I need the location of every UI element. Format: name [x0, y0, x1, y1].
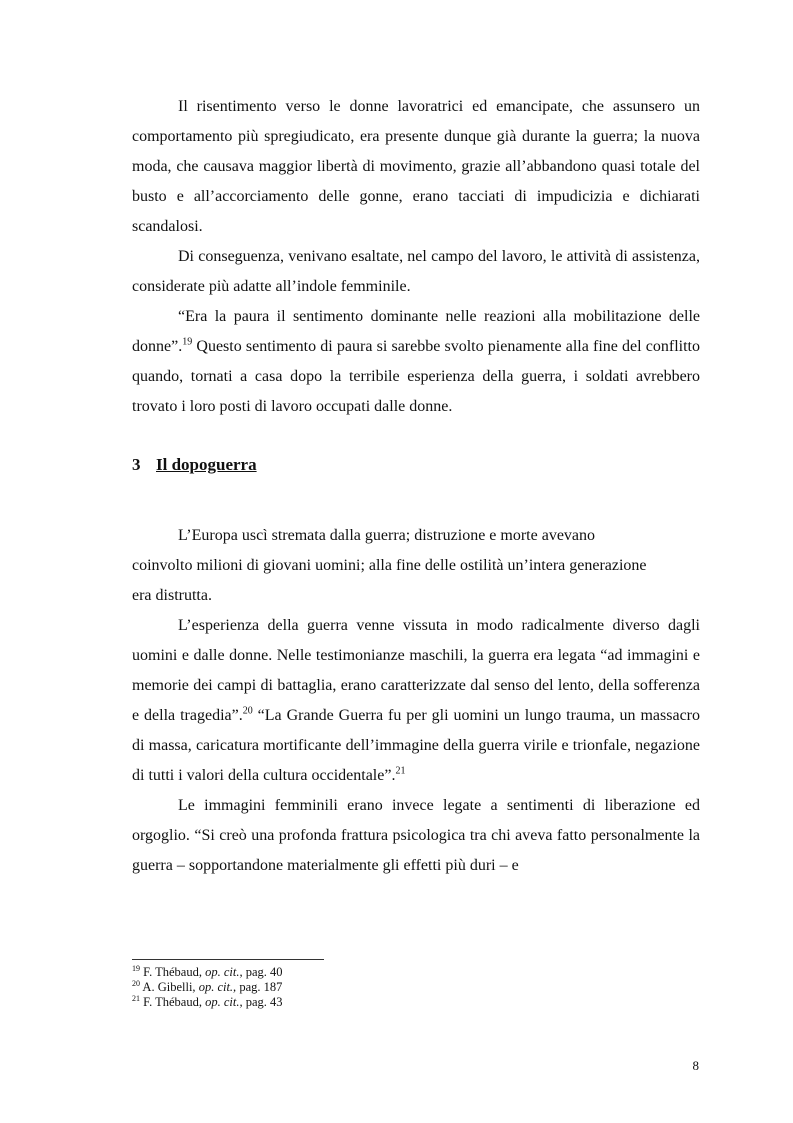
paragraph-text: Di conseguenza, venivano esaltate, nel campo del lavoro, le attività di assistenza, considerate più adatte all’indole femminile.: [132, 248, 700, 295]
footnote: [132, 980, 283, 995]
footnote-number: 20: [132, 978, 140, 988]
footnote-citation: op. cit.,: [198, 980, 237, 994]
text-block-bottom: [132, 521, 700, 881]
paragraph-text: Questo sentimento di paura si sarebbe svolto pienamente alla fine del conflitto quando, tornati a casa dopo la terribile esperienza della guerra, i soldati avrebbero trovato i loro posti di lavoro occupati dalle donne.: [132, 338, 700, 415]
footnote-page: pag. 40: [242, 965, 283, 979]
paragraph: [132, 242, 700, 302]
footnote-author: A. Gibelli,: [140, 980, 199, 994]
footnote: [132, 965, 283, 980]
footnote-page: pag. 43: [242, 995, 283, 1009]
paragraph: [132, 302, 700, 422]
paragraph-text: coinvolto milioni di giovani uomini; alla fine delle ostilità un’intera generazione: [132, 557, 647, 574]
footnote-reference: 19: [182, 336, 193, 348]
paragraph: [132, 521, 700, 611]
paragraph: [132, 791, 700, 881]
footnote-page: pag. 187: [236, 980, 283, 994]
paragraph-text: L’Europa uscì stremata dalla guerra; distruzione e morte avevano: [178, 527, 596, 544]
footnote-reference: 20: [242, 705, 253, 717]
footnote-citation: op. cit.,: [205, 995, 243, 1009]
paragraph-text: era distrutta.: [132, 587, 212, 604]
section-title: Il dopoguerra: [156, 455, 257, 474]
footnote-author: F. Thébaud,: [140, 995, 206, 1009]
footnote-number: 19: [132, 963, 140, 973]
paragraph: [132, 92, 700, 242]
paragraph-text: “Era la paura il sentimento dominante nelle reazioni alla mobilitazione delle donne”.: [132, 308, 700, 355]
page-number: 8: [692, 1058, 699, 1073]
paragraph: [132, 611, 700, 791]
footnote-number: 21: [132, 993, 140, 1003]
paragraph-text: Le immagini femminili erano invece legate a sentimenti di liberazione ed orgoglio. “Si creò una profonda frattura psicologica tra chi aveva fatto personalmente la guerra – sopportandone materialmente gli effetti più duri – e: [132, 797, 700, 874]
footnote-reference: 21: [395, 765, 406, 777]
footnote-citation: op. cit.,: [205, 965, 243, 979]
section-heading: [132, 455, 257, 475]
footnotes: [132, 965, 283, 1010]
paragraph-text: “La Grande Guerra fu per gli uomini un lungo trauma, un massacro di massa, caricatura mortificante dell’immagine della guerra virile e trionfale, negazione di tutti i valori della cultura occidentale”.: [132, 707, 701, 784]
paragraph-text: Il risentimento verso le donne lavoratrici ed emancipate, che assunsero un comportamento più spregiudicato, era presente dunque già durante la guerra; la nuova moda, che causava maggior libertà di movimento, grazie all’abbandono quasi totale del busto e all’accorciamento delle gonne, erano tacciati di impudicizia e dichiarati scandalosi.: [132, 98, 700, 235]
footnote-separator: [132, 959, 324, 960]
footnote: [132, 995, 283, 1010]
footnote-author: F. Thébaud,: [140, 965, 206, 979]
paragraph-text: L’esperienza della guerra venne vissuta in modo radicalmente diverso dagli uomini e dalle donne. Nelle testimonianze maschili, la guerra era legata “ad immagini e memorie dei campi di battaglia, erano caratterizzate dal senso del lento, della sofferenza e della tragedia”.: [132, 617, 700, 724]
text-block-top: [132, 92, 700, 422]
section-number: 3: [132, 455, 141, 474]
